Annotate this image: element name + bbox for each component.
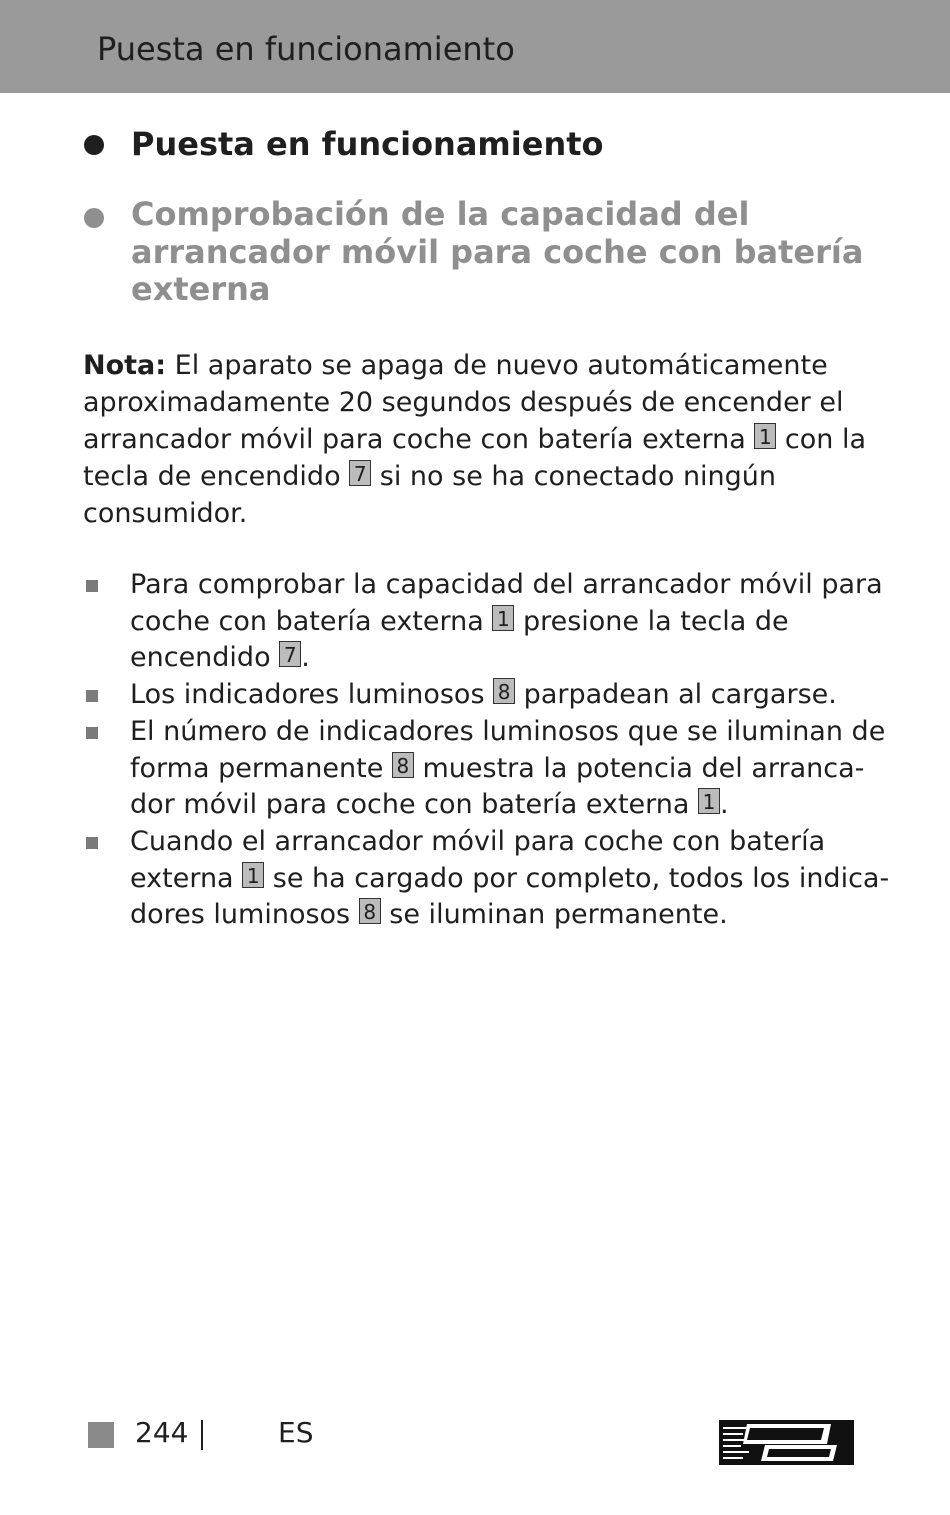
footer-divider	[201, 1420, 203, 1450]
language-code: ES	[278, 1416, 314, 1449]
section-heading-text: Puesta en funcionamiento	[131, 125, 604, 163]
list-item-text: parpadean al cargarse.	[515, 679, 837, 711]
page-number: 244	[135, 1416, 189, 1449]
note-text: con la tecla de encendido	[83, 424, 867, 492]
note-label: Nota:	[83, 350, 167, 381]
reference-number-badge: 1	[698, 788, 720, 814]
square-bullet-icon	[86, 837, 98, 849]
reference-number-badge: 8	[392, 752, 414, 778]
square-bullet-icon	[86, 580, 98, 592]
section-subheading-text: Comprobación de la capacidad del arrancador móvil para coche con batería externa	[131, 195, 864, 308]
instruction-list	[83, 567, 893, 934]
list-item-text: Los indicadores luminosos	[130, 679, 494, 711]
list-item	[83, 824, 893, 934]
list-item-text: Para comprobar la capacidad del arrancador móvil para coche con batería externa	[130, 569, 883, 637]
list-item	[83, 677, 893, 714]
list-item-text: El número de indicadores luminosos que se iluminan de forma permanente	[130, 715, 886, 784]
list-item-text: .	[301, 642, 310, 674]
reference-number-badge: 1	[492, 605, 514, 631]
list-item-text: se ha cargado por completo, todos los indica-dores luminosos	[130, 862, 890, 931]
reference-number-badge: 7	[349, 460, 371, 486]
reference-number-badge: 8	[359, 898, 381, 924]
reference-number-badge: 1	[754, 423, 776, 449]
list-item-text: presione la tecla de encendido	[130, 605, 789, 674]
square-bullet-icon	[86, 727, 98, 739]
square-bullet-icon	[86, 690, 98, 702]
note-paragraph	[83, 347, 883, 532]
list-item-text: .	[720, 789, 729, 821]
note-text: El aparato se apaga de nuevo automáticamente aproximadamente 20 segundos después de encender el arrancador móvil para coche con batería externa	[83, 350, 844, 455]
list-item-text: se iluminan permanente.	[380, 899, 728, 931]
reference-number-badge: 1	[242, 862, 264, 888]
note-text: si no se ha conectado ningún consumidor.	[83, 461, 777, 529]
reference-number-badge: 8	[493, 678, 515, 704]
bullet-dot-icon	[84, 208, 104, 228]
ultimate-speed-logo	[719, 1420, 854, 1465]
footer-square-icon	[88, 1422, 114, 1448]
list-item-text: Cuando el arrancador móvil para coche con batería externa	[130, 825, 826, 894]
bullet-dot-icon	[84, 135, 104, 155]
header-title: Puesta en funcionamiento	[97, 30, 515, 68]
reference-number-badge: 7	[279, 641, 301, 667]
list-item	[83, 714, 893, 824]
list-item-text: muestra la potencia del arranca-dor móvil para coche con batería externa	[130, 752, 865, 821]
list-item	[83, 567, 893, 677]
